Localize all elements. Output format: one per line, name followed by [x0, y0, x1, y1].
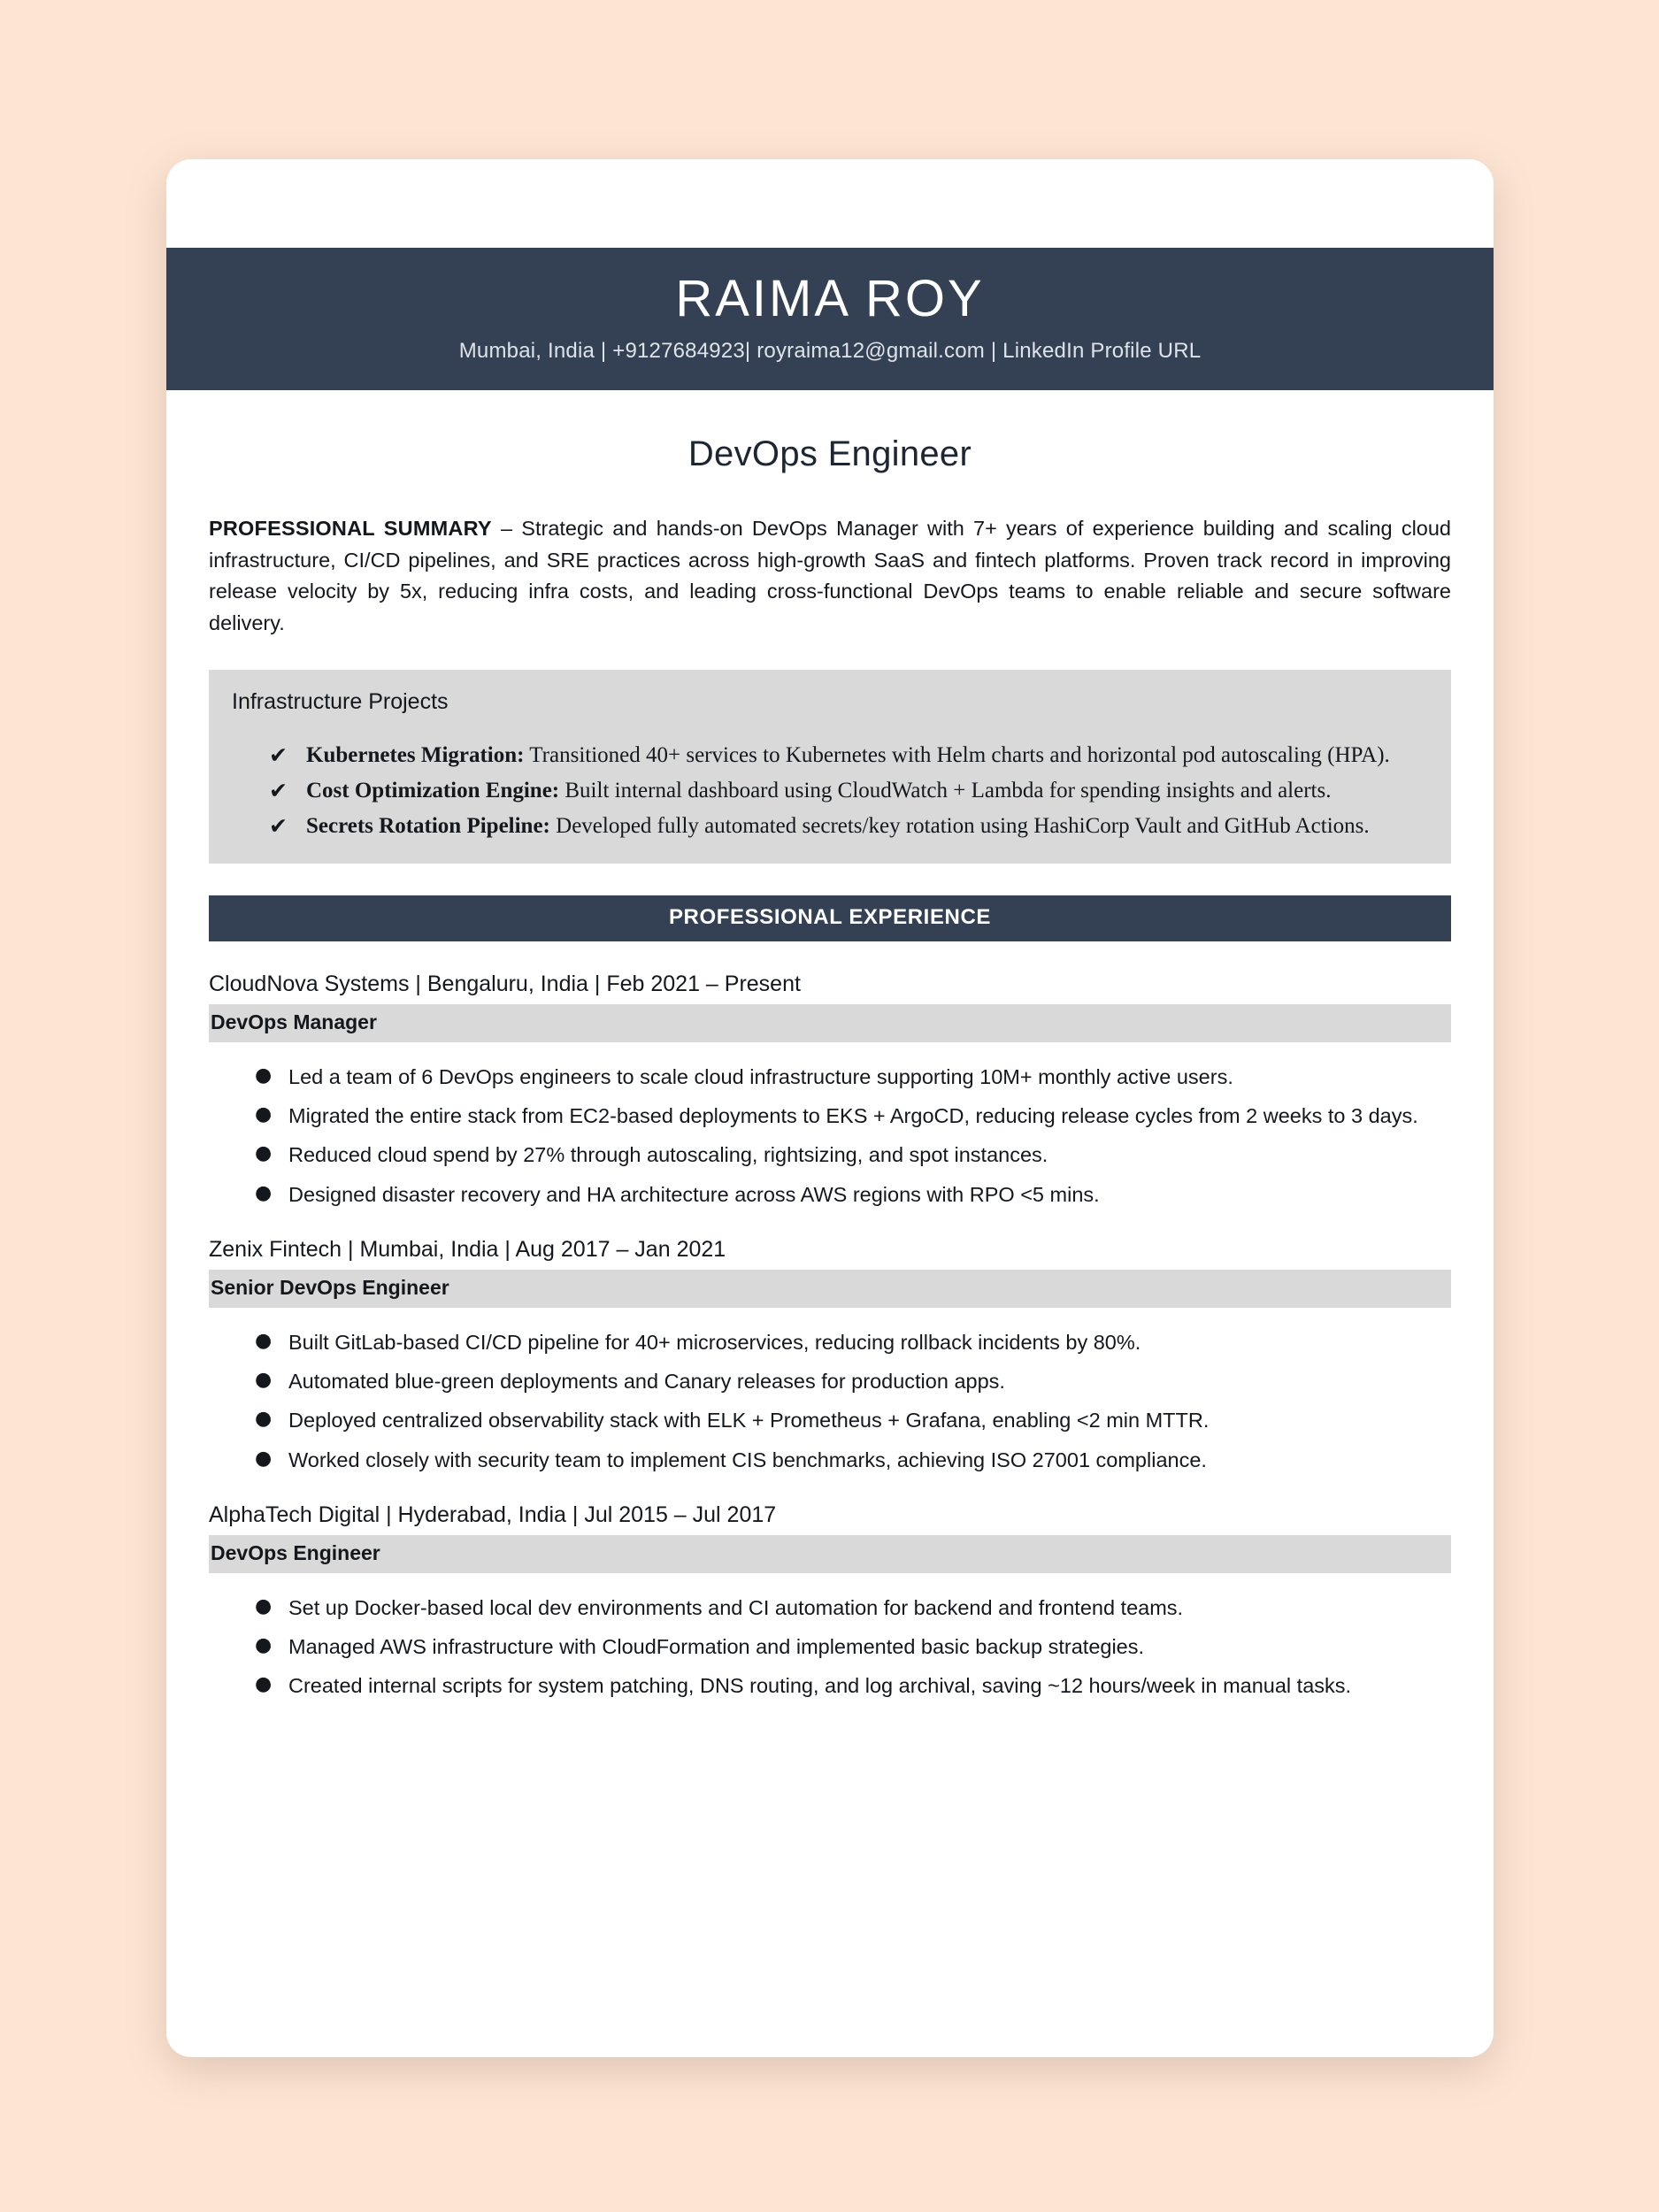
summary-label: PROFESSIONAL SUMMARY	[209, 516, 492, 540]
list-item	[255, 1671, 1437, 1701]
bullet-text: Worked closely with security team to implement CIS benchmarks, achieving ISO 27001 compliance.	[288, 1448, 1207, 1471]
employer-meta: CloudNova Systems | Bengaluru, India | Feb 2021 – Present	[209, 971, 801, 996]
resume-body	[166, 434, 1494, 1782]
bullet-text: Deployed centralized observability stack with ELK + Prometheus + Grafana, enabling <2 min MTTR.	[288, 1409, 1210, 1432]
resume-document	[166, 159, 1494, 2057]
list-item	[255, 1101, 1437, 1132]
bullet-text: Set up Docker-based local dev environments and CI automation for backend and frontend teams.	[288, 1595, 1184, 1619]
bullet-text: Created internal scripts for system patching, DNS routing, and log archival, saving ~12 hours/week in manual tasks.	[288, 1674, 1352, 1698]
role-title-band: DevOps Manager	[209, 1004, 1451, 1042]
bullet-dot-icon: ●	[255, 1181, 273, 1204]
experience-entry	[209, 972, 1451, 1210]
responsibility-list	[209, 1062, 1451, 1210]
projects-list	[232, 741, 1428, 841]
bullet-dot-icon: ●	[255, 1369, 273, 1392]
headline-job-title: DevOps Engineer	[687, 434, 972, 473]
list-item	[255, 1140, 1437, 1171]
infrastructure-projects-box	[209, 670, 1451, 864]
role-title-band: DevOps Engineer	[209, 1535, 1451, 1573]
bullet-text: Managed AWS infrastructure with CloudFormation and implemented basic backup strategies.	[288, 1635, 1145, 1659]
resume-header-banner	[166, 248, 1494, 390]
projects-box-title: Infrastructure Projects	[232, 688, 449, 714]
candidate-name: RAIMA ROY	[675, 270, 985, 327]
bullet-text: Designed disaster recovery and HA architecture across AWS regions with RPO <5 mins.	[288, 1182, 1100, 1206]
project-detail: Transitioned 40+ services to Kubernetes with Helm charts and horizontal pod autoscaling (HPA).	[524, 742, 1390, 767]
employer-meta: Zenix Fintech | Mumbai, India | Aug 2017 – Jan 2021	[209, 1236, 726, 1262]
check-icon: ✔	[269, 741, 288, 768]
bullet-dot-icon: ●	[255, 1673, 273, 1696]
bullet-dot-icon: ●	[255, 1142, 273, 1165]
list-item	[255, 1366, 1437, 1397]
bullet-text: Built GitLab-based CI/CD pipeline for 40+ microservices, reducing rollback incidents by 80%.	[288, 1330, 1141, 1354]
project-name: Kubernetes Migration:	[306, 742, 525, 767]
bullet-text: Automated blue-green deployments and Canary releases for production apps.	[288, 1370, 1005, 1394]
project-detail: Developed fully automated secrets/key rotation using HashiCorp Vault and GitHub Actions.	[549, 813, 1370, 838]
project-name: Secrets Rotation Pipeline:	[306, 813, 550, 838]
check-icon: ✔	[269, 812, 288, 839]
responsibility-list	[209, 1593, 1451, 1702]
section-header-professional-experience: PROFESSIONAL EXPERIENCE	[209, 895, 1451, 941]
bullet-dot-icon: ●	[255, 1064, 273, 1087]
employer-meta: AlphaTech Digital | Hyderabad, India | Jul 2015 – Jul 2017	[209, 1502, 777, 1527]
summary-text: – Strategic and hands-on DevOps Manager with 7+ years of experience building and scaling cloud infrastructure, CI/CD pipelines, and SRE practices across high-growth SaaS and fintech platforms. Proven track record in improving release velocity by 5x, reducing infra costs, and leading cross-functional DevOps teams to enable reliable and secure software delivery.	[209, 516, 1451, 635]
contact-line: Mumbai, India | +9127684923| royraima12@gmail.com | LinkedIn Profile URL	[458, 338, 1202, 363]
list-item	[269, 777, 1419, 805]
list-item	[255, 1445, 1437, 1476]
list-item	[255, 1632, 1437, 1663]
bullet-dot-icon: ●	[255, 1594, 273, 1617]
bullet-dot-icon: ●	[255, 1634, 273, 1657]
bullet-dot-icon: ●	[255, 1447, 273, 1470]
list-item	[269, 741, 1419, 770]
list-item	[255, 1405, 1437, 1436]
list-item	[255, 1327, 1437, 1358]
experience-entry	[209, 1237, 1451, 1476]
list-item	[269, 812, 1419, 841]
professional-summary	[209, 513, 1451, 640]
bullet-text: Led a team of 6 DevOps engineers to scale cloud infrastructure supporting 10M+ monthly active users.	[288, 1064, 1233, 1088]
bullet-dot-icon: ●	[255, 1103, 273, 1126]
list-item	[255, 1593, 1437, 1624]
responsibility-list	[209, 1327, 1451, 1476]
bullet-text: Migrated the entire stack from EC2-based deployments to EKS + ArgoCD, reducing release cycles from 2 weeks to 3 days.	[288, 1104, 1418, 1128]
list-item	[255, 1179, 1437, 1210]
project-detail: Built internal dashboard using CloudWatch + Lambda for spending insights and alerts.	[559, 778, 1332, 803]
bullet-dot-icon: ●	[255, 1408, 273, 1431]
role-title-band: Senior DevOps Engineer	[209, 1270, 1451, 1308]
experience-entry	[209, 1502, 1451, 1702]
bullet-text: Reduced cloud spend by 27% through autoscaling, rightsizing, and spot instances.	[288, 1143, 1048, 1167]
check-icon: ✔	[269, 777, 288, 803]
project-name: Cost Optimization Engine:	[306, 778, 560, 803]
bullet-dot-icon: ●	[255, 1329, 273, 1352]
list-item	[255, 1062, 1437, 1093]
